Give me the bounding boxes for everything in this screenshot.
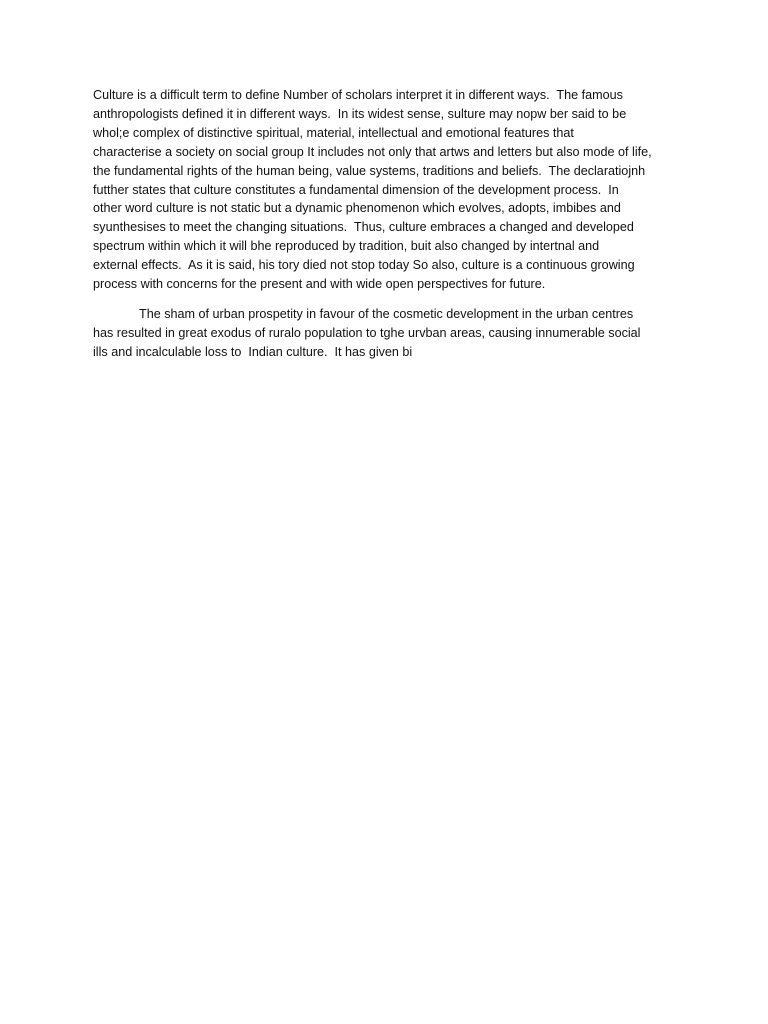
text-line: ills and incalculable loss to Indian culture. It has given bi <box>93 344 413 359</box>
text-line: Culture is a difficult term to define Number of scholars interpret it in different ways. The famous <box>93 88 623 102</box>
document-body[interactable] <box>93 86 681 362</box>
text-line: characterise a society on social group It includes not only that artws and letters but also mode of life, <box>93 144 652 159</box>
text-line: anthropologists defined it in different ways. In its widest sense, sulture may nopw ber said to be <box>93 106 627 121</box>
paragraph-1 <box>93 86 681 294</box>
text-line: futther states that culture constitutes a fundamental dimension of the development process. In <box>93 182 619 197</box>
text-line: The sham of urban prospetity in favour of the cosmetic development in the urban centres <box>139 306 634 321</box>
text-line: syunthesises to meet the changing situations. Thus, culture embraces a changed and developed <box>93 220 634 235</box>
text-line: external effects. As it is said, his tory died not stop today So also, culture is a continuous growing <box>93 258 635 273</box>
paragraph-spacing <box>93 294 681 305</box>
text-line: process with concerns for the present and with wide open perspectives for future. <box>93 277 546 292</box>
text-line: the fundamental rights of the human being, value systems, traditions and beliefs. The declaratiojnh <box>93 163 646 178</box>
text-line: spectrum within which it will bhe reproduced by tradition, buit also changed by intertnal and <box>93 239 600 254</box>
text-line: whol;e complex of distinctive spiritual, material, intellectual and emotional features that <box>93 125 574 140</box>
paragraph-2 <box>93 305 681 362</box>
text-line: has resulted in great exodus of ruralo population to tghe urvban areas, causing innumerable social <box>93 325 641 340</box>
text-line: other word culture is not static but a dynamic phenomenon which evolves, adopts, imbibes and <box>93 201 621 216</box>
